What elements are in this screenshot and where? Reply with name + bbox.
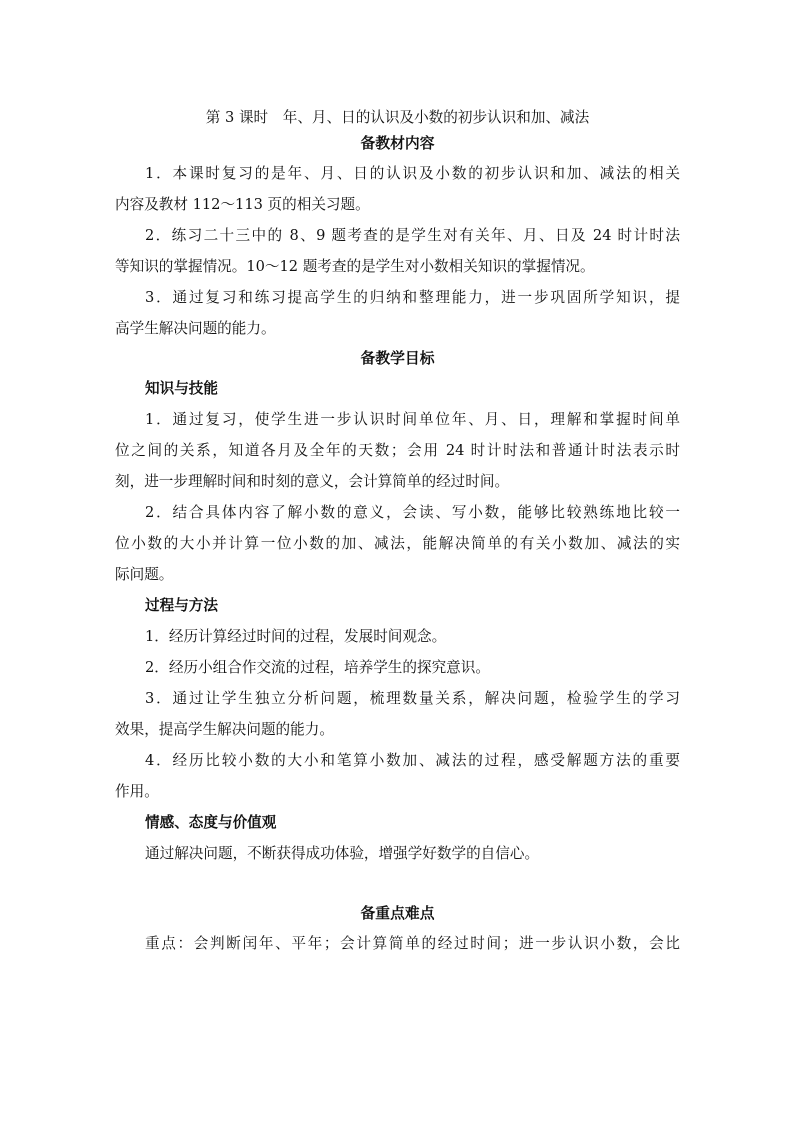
paragraph-line: 位之间的关系，知道各月及全年的天数；会用 24 时计时法和普通计时法表示时 (115, 442, 680, 459)
paragraph (115, 751, 680, 802)
paragraph-line: 内容及教材 112～113 页的相关习题。 (115, 196, 370, 213)
paragraph (115, 844, 680, 864)
section-heading-objectives: 备教学目标 (360, 350, 435, 367)
lesson-title: 第 3 课时 年、月、日的认识及小数的初步认识和加、减法 (205, 109, 590, 126)
paragraph (115, 934, 680, 954)
paragraph-line: 重点：会判断闰年、平年；会计算简单的经过时间；进一步认识小数，会比 (145, 935, 680, 952)
paragraph-line: 3．通过让学生独立分析问题，梳理数量关系，解决问题，检验学生的学习 (145, 690, 680, 707)
paragraph-line: 3．通过复习和练习提高学生的归纳和整理能力，进一步巩固所学知识，提 (145, 289, 680, 306)
paragraph (115, 689, 680, 740)
paragraph (115, 164, 680, 215)
paragraph-line: 效果，提高学生解决问题的能力。 (115, 721, 334, 738)
paragraph-line: 1．经历计算经过时间的过程，发展时间观念。 (145, 628, 447, 645)
paragraph (115, 658, 680, 678)
paragraph (115, 503, 680, 585)
subheading-attitude: 情感、态度与价值观 (145, 814, 277, 831)
paragraph (115, 627, 680, 647)
paragraph-line: 高学生解决问题的能力。 (115, 320, 276, 337)
section-heading-materials: 备教材内容 (360, 135, 435, 152)
paragraph-line: 1．本课时复习的是年、月、日的认识及小数的初步认识和加、减法的相关 (145, 165, 680, 182)
section-heading-key-points: 备重点难点 (360, 905, 435, 922)
paragraph-line: 刻，进一步理解时间和时刻的意义，会计算简单的经过时间。 (115, 473, 510, 490)
paragraph (115, 410, 680, 492)
paragraph-line: 2．经历小组合作交流的过程，培养学生的探究意识。 (145, 659, 490, 676)
paragraph-line: 位小数的大小并计算一位小数的加、减法，能解决简单的有关小数加、减法的实 (115, 535, 680, 552)
paragraph-line: 通过解决问题，不断获得成功体验，增强学好数学的自信心。 (145, 845, 540, 862)
paragraph-line: 2．练习二十三中的 8、9 题考查的是学生对有关年、月、日及 24 时计时法 (145, 227, 680, 244)
subheading-knowledge: 知识与技能 (145, 380, 218, 397)
paragraph-line: 作用。 (115, 783, 159, 800)
document-page (115, 104, 680, 954)
paragraph-line: 际问题。 (115, 566, 174, 583)
paragraph-line: 2．结合具体内容了解小数的意义，会读、写小数，能够比较熟练地比较一 (145, 504, 680, 521)
paragraph-line: 1．通过复习，使学生进一步认识时间单位年、月、日，理解和掌握时间单 (145, 411, 680, 428)
paragraph (115, 288, 680, 339)
paragraph-line: 4．经历比较小数的大小和笔算小数加、减法的过程，感受解题方法的重要 (145, 752, 680, 769)
paragraph (115, 226, 680, 277)
subheading-process: 过程与方法 (145, 597, 218, 614)
paragraph-line: 等知识的掌握情况。10～12 题考查的是学生对小数相关知识的掌握情况。 (115, 258, 595, 275)
